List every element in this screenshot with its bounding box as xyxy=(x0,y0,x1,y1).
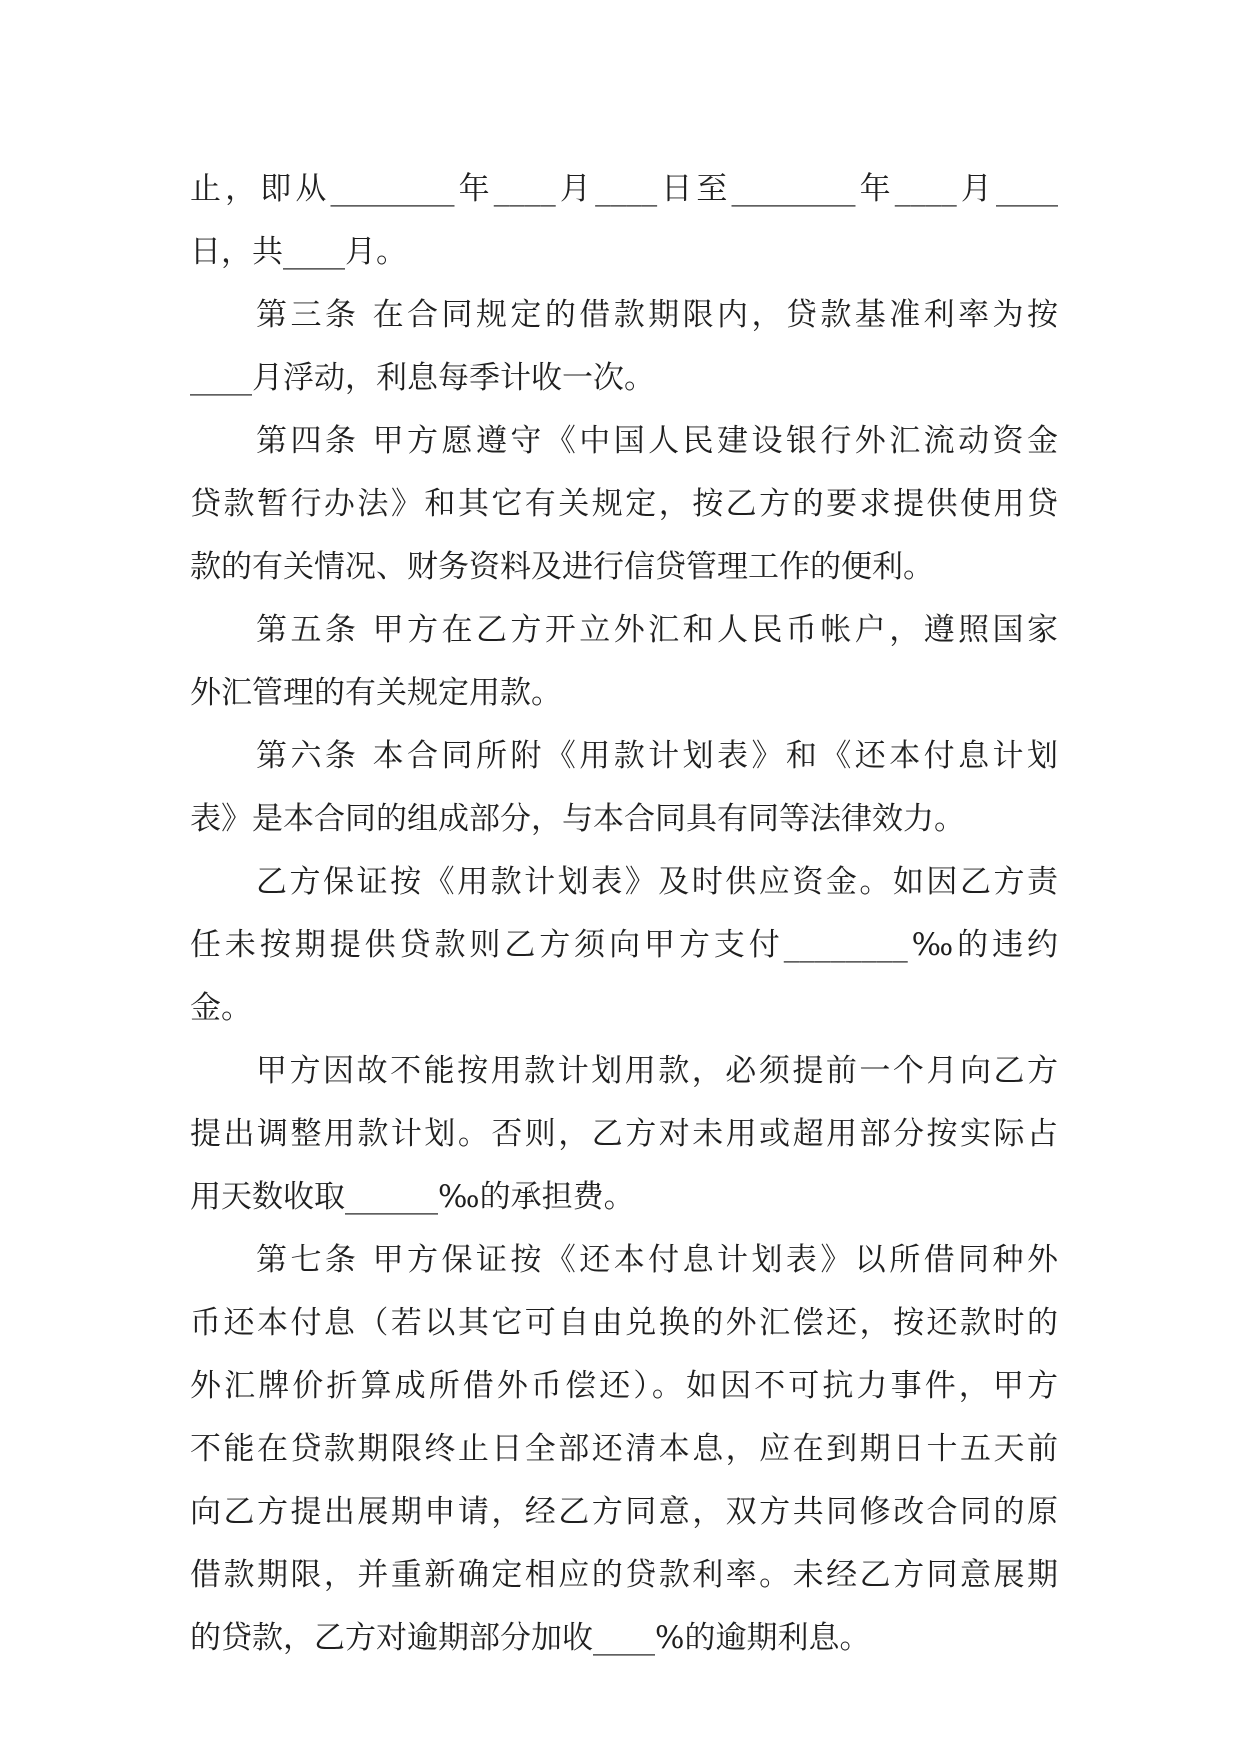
article-7-heading-line: 第七条 甲方保证按《还本付息计划表》以所借同种外 xyxy=(256,1242,1058,1278)
text-line: 用天数收取______‰的承担费。 xyxy=(190,1179,635,1215)
text-line: 贷款暂行办法》和其它有关规定，按乙方的要求提供使用贷 xyxy=(190,486,1058,522)
text-line: 金。 xyxy=(190,990,252,1026)
article-3-heading-line: 第三条 在合同规定的借款期限内，贷款基准利率为按 xyxy=(256,297,1058,333)
text-line: 向乙方提出展期申请，经乙方同意，双方共同修改合同的原 xyxy=(190,1494,1058,1530)
paragraph-start-line: 甲方因故不能按用款计划用款，必须提前一个月向乙方 xyxy=(256,1053,1058,1089)
text-line: 外汇管理的有关规定用款。 xyxy=(190,675,562,711)
text-line: 借款期限，并重新确定相应的贷款利率。未经乙方同意展期 xyxy=(190,1557,1058,1593)
text-line: 币还本付息（若以其它可自由兑换的外汇偿还，按还款时的 xyxy=(190,1305,1058,1341)
text-line: 款的有关情况、财务资料及进行信贷管理工作的便利。 xyxy=(190,549,934,585)
text-line: 不能在贷款期限终止日全部还清本息，应在到期日十五天前 xyxy=(190,1431,1058,1467)
article-6-heading-line: 第六条 本合同所附《用款计划表》和《还本付息计划 xyxy=(256,738,1058,774)
contract-body xyxy=(190,158,1058,1670)
article-4-heading-line: 第四条 甲方愿遵守《中国人民建设银行外汇流动资金 xyxy=(256,423,1058,459)
text-line: 提出调整用款计划。否则，乙方对未用或超用部分按实际占 xyxy=(190,1116,1058,1152)
article-5-heading-line: 第五条 甲方在乙方开立外汇和人民币帐户，遵照国家 xyxy=(256,612,1058,648)
text-line: 日，共____月。 xyxy=(190,234,407,270)
text-line: ____月浮动，利息每季计收一次。 xyxy=(190,360,655,396)
text-line: 外汇牌价折算成所借外币偿还）。如因不可抗力事件，甲方 xyxy=(190,1368,1058,1404)
text-line: 止，即从________年____月____日至________年____月____ xyxy=(190,171,1058,207)
text-line: 的贷款，乙方对逾期部分加收____%的逾期利息。 xyxy=(190,1620,871,1656)
text-line: 表》是本合同的组成部分，与本合同具有同等法律效力。 xyxy=(190,801,965,837)
text-line: 任未按期提供贷款则乙方须向甲方支付________‰的违约 xyxy=(190,927,1058,963)
paragraph-start-line: 乙方保证按《用款计划表》及时供应资金。如因乙方责 xyxy=(256,864,1058,900)
